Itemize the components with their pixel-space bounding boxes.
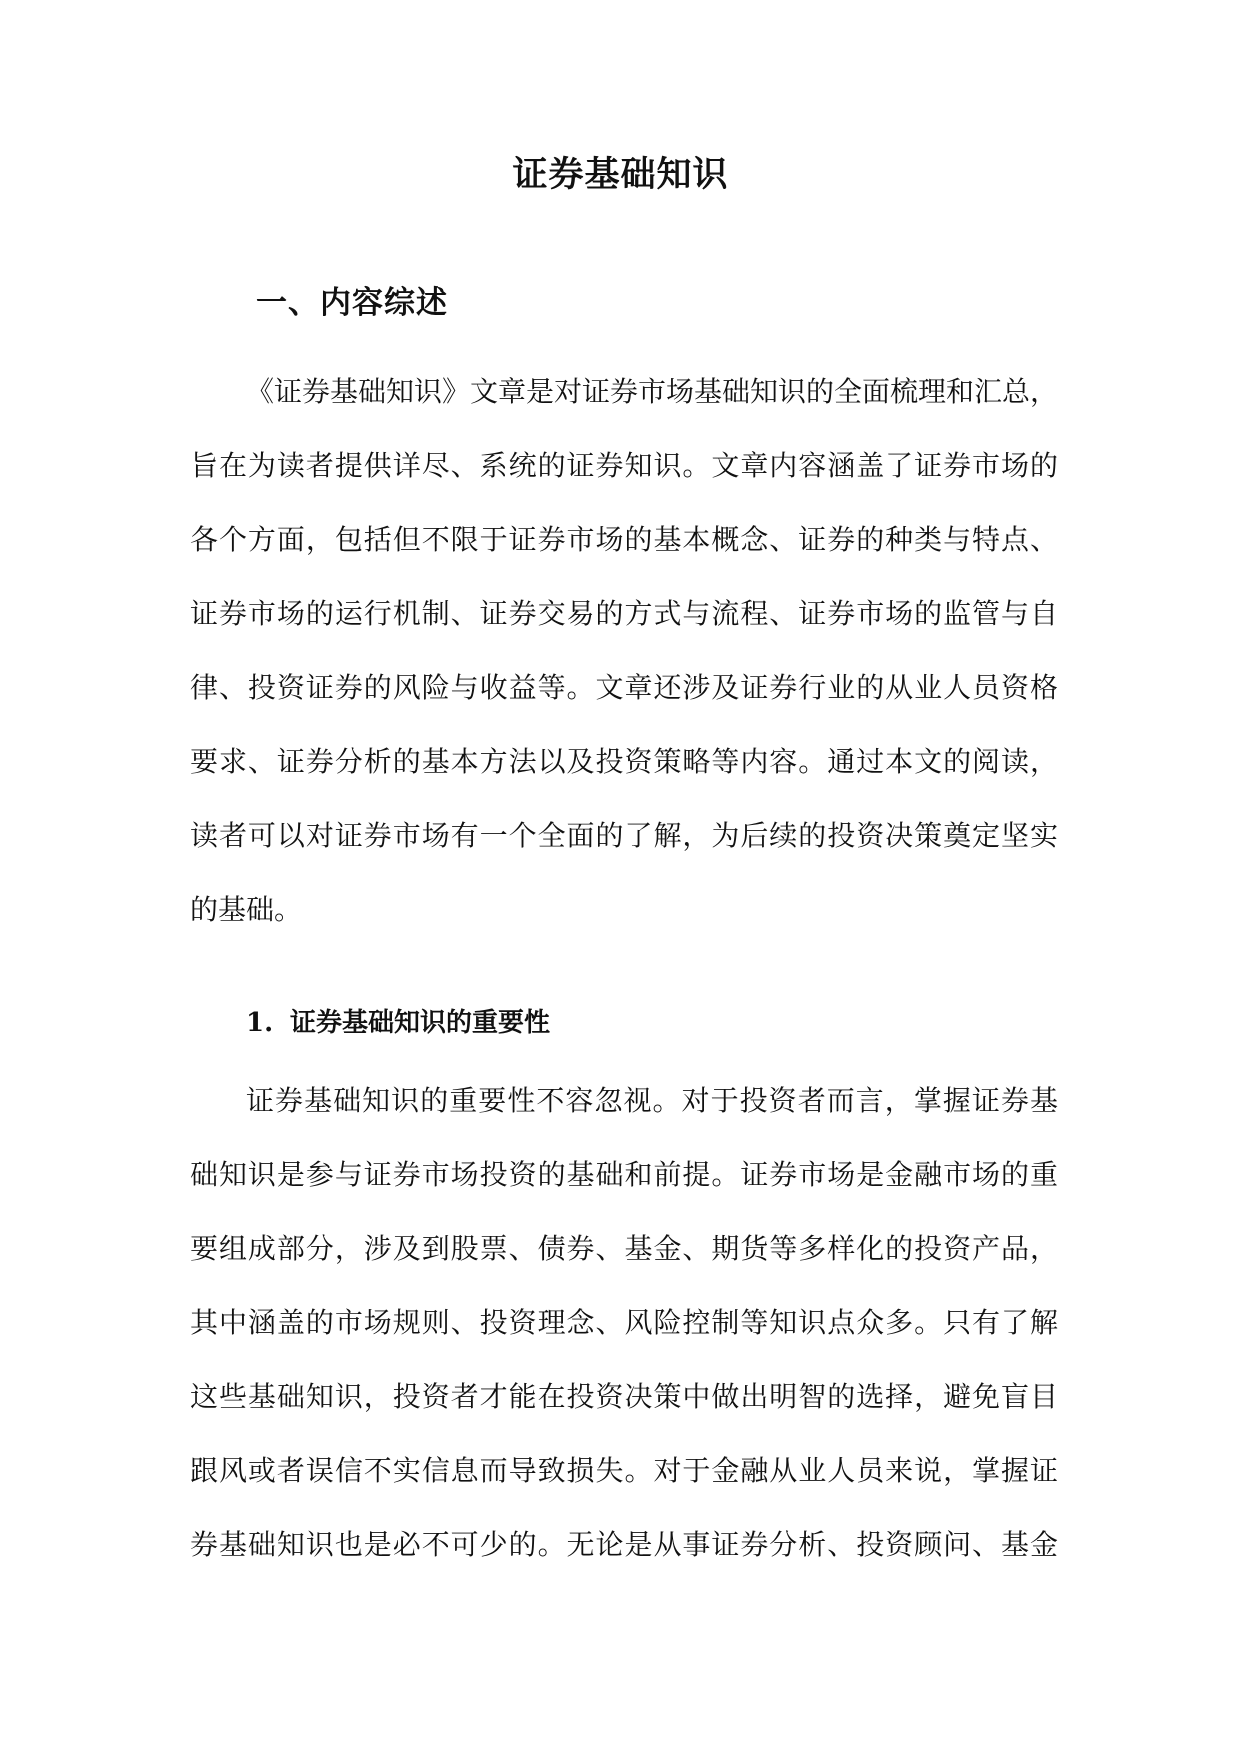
importance-paragraph	[190, 1064, 1058, 1582]
paragraph-line: 证券市场的运行机制、证券交易的方式与流程、证券市场的监管与自	[190, 597, 1058, 630]
paragraph-line: 础知识是参与证券市场投资的基础和前提。证券市场是金融市场的重	[190, 1158, 1058, 1191]
subsection-title: 证券基础知识的重要性	[290, 1008, 551, 1038]
subsection-number: 1.	[246, 1008, 274, 1038]
paragraph-line: 要组成部分，涉及到股票、债券、基金、期货等多样化的投资产品，	[190, 1232, 1058, 1265]
paragraph-line: 律、投资证券的风险与收益等。文章还涉及证券行业的从业人员资格	[190, 671, 1058, 704]
document-title: 证券基础知识	[512, 154, 729, 195]
subsection-heading	[246, 1005, 550, 1041]
paragraph-line: 跟风或者误信不实信息而导致损失。对于金融从业人员来说，掌握证	[190, 1454, 1058, 1487]
paragraph-line: 其中涵盖的市场规则、投资理念、风险控制等知识点众多。只有了解	[190, 1306, 1058, 1339]
paragraph-line: 证券基础知识的重要性不容忽视。对于投资者而言，掌握证券基	[246, 1084, 1058, 1117]
paragraph-line: 读者可以对证券市场有一个全面的了解，为后续的投资决策奠定坚实	[190, 819, 1058, 852]
paragraph-line: 这些基础知识，投资者才能在投资决策中做出明智的选择，避免盲目	[190, 1380, 1058, 1413]
paragraph-line: 各个方面，包括但不限于证券市场的基本概念、证券的种类与特点、	[190, 523, 1058, 556]
overview-paragraph	[190, 355, 1058, 947]
paragraph-line: 旨在为读者提供详尽、系统的证券知识。文章内容涵盖了证券市场的	[190, 449, 1058, 482]
section-heading: 一、内容综述	[256, 285, 448, 321]
paragraph-line: 券基础知识也是必不可少的。无论是从事证券分析、投资顾问、基金	[190, 1528, 1058, 1561]
paragraph-line: 的基础。	[190, 893, 303, 926]
paragraph-line: 要求、证券分析的基本方法以及投资策略等内容。通过本文的阅读，	[190, 745, 1058, 778]
paragraph-line: 《证券基础知识》文章是对证券市场基础知识的全面梳理和汇总，	[246, 375, 1059, 408]
